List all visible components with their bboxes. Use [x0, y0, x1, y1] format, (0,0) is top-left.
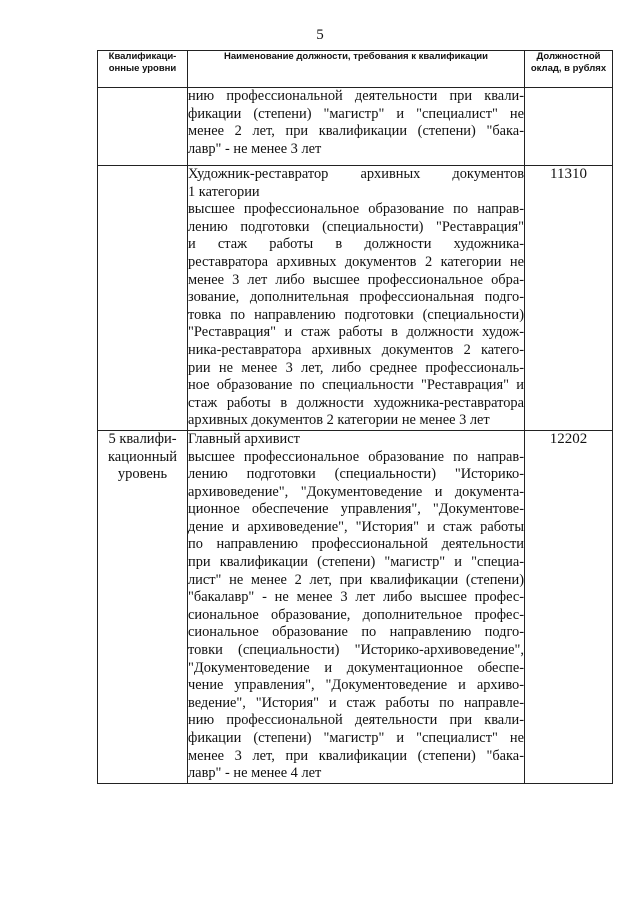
description-line: фикации (степени) "магистр" и "специалист" не [188, 105, 524, 122]
page-number: 5 [316, 27, 324, 43]
description-line: архивоведение", "Документоведение и документа- [188, 483, 524, 500]
description-line: дение и архивоведение", "История" и стаж работы [188, 518, 524, 535]
table-row [98, 88, 613, 166]
salary-cell [525, 88, 613, 166]
position-title-line: 1 категории [188, 183, 260, 200]
description-line: лавр" - не менее 4 лет [188, 765, 322, 782]
header-description: Наименование должности, требования к квалификации [188, 51, 525, 88]
description-line: стаж работы в должности художника-реставратора [188, 394, 524, 411]
description-line: нию профессиональной деятельности при квали- [188, 88, 524, 104]
description-line: лавр" - не менее 3 лет [188, 140, 322, 157]
description-cell [188, 166, 525, 431]
description-line: товки (специальности) "Историко-архивоведение", [188, 642, 524, 659]
position-title-line: Художник-реставратор архивных документов [188, 166, 524, 182]
position-title-line: Главный архивист [188, 430, 300, 447]
salary-cell: 11310 [525, 166, 613, 431]
description-line: сиональное образование по направлению подго- [188, 624, 524, 641]
description-line: рии не менее 3 лет, либо среднее профессиональ- [188, 359, 524, 376]
level-cell [98, 430, 188, 783]
description-line: "Реставрация" и стаж работы в должности худож- [188, 324, 524, 341]
description-cell [188, 430, 525, 783]
level-line: уровень [117, 466, 168, 483]
header-level-line: онные уровни [108, 63, 177, 74]
description-line: менее 2 лет, при квалификации (степени) "бака- [188, 123, 524, 140]
level-cell [98, 166, 188, 431]
description-cell [188, 88, 525, 166]
level-line: 5 квалифи- [108, 430, 177, 447]
qualification-table [97, 50, 613, 784]
description-line: ведение", "История" и стаж работы по направле- [188, 694, 524, 711]
description-line: "Документоведение и документационное обеспе- [188, 659, 524, 676]
table-row [98, 430, 613, 783]
description-line: лист" не менее 2 лет, при квалификации (степени) [188, 571, 524, 588]
header-salary [525, 51, 613, 88]
description-line: менее 3 лет, при квалификации (степени) "бака- [188, 747, 524, 764]
header-salary-line: Должностной [536, 51, 601, 62]
description-line: зование, дополнительная профессиональная подго- [188, 289, 524, 306]
description-line: "бакалавр" - не менее 3 лет либо высшее профес- [188, 589, 524, 606]
description-line: реставратора архивных документов 2 категории не [188, 253, 524, 270]
description-line: по направлению профессиональной деятельности [188, 536, 524, 553]
description-line: архивных документов 2 категории не менее 3 лет [188, 412, 490, 429]
header-level [98, 51, 188, 88]
table-header-row [98, 51, 613, 88]
description-line: сиональное образование, дополнительное профес- [188, 606, 524, 623]
description-line: ционное обеспечение управления", "Документове- [188, 501, 524, 518]
description-line: высшее профессиональное образование по направ- [188, 448, 524, 465]
description-line: товка по направлению подготовки (специальности) [188, 306, 524, 323]
description-line: ное образование по специальности "Реставрация" и [188, 377, 524, 394]
level-cell [98, 88, 188, 166]
description-line: ника-реставратора архивных документов 2 катего- [188, 341, 524, 358]
level-line: кационный [107, 448, 178, 465]
header-salary-line: оклад, в рублях [530, 63, 607, 74]
description-line: и стаж работы в должности художника- [188, 236, 524, 253]
description-line: чение управления", "Документоведение и архиво- [188, 677, 524, 694]
description-line: при квалификации (степени) "магистр" и "специа- [188, 554, 524, 571]
description-line: лению подготовки (специальности) "Историко- [188, 466, 524, 483]
description-line: фикации (степени) "магистр" и "специалист" не [188, 730, 524, 746]
description-line: нию профессиональной деятельности при квали- [188, 712, 524, 729]
description-line: менее 3 лет либо высшее профессиональное обра- [188, 271, 524, 288]
description-line: высшее профессиональное образование по направ- [188, 201, 524, 218]
table-row [98, 166, 613, 431]
salary-cell: 12202 [525, 430, 613, 783]
header-level-line: Квалификаци- [108, 51, 177, 62]
description-line: лению подготовки (специальности) "Реставрация" [188, 218, 524, 235]
